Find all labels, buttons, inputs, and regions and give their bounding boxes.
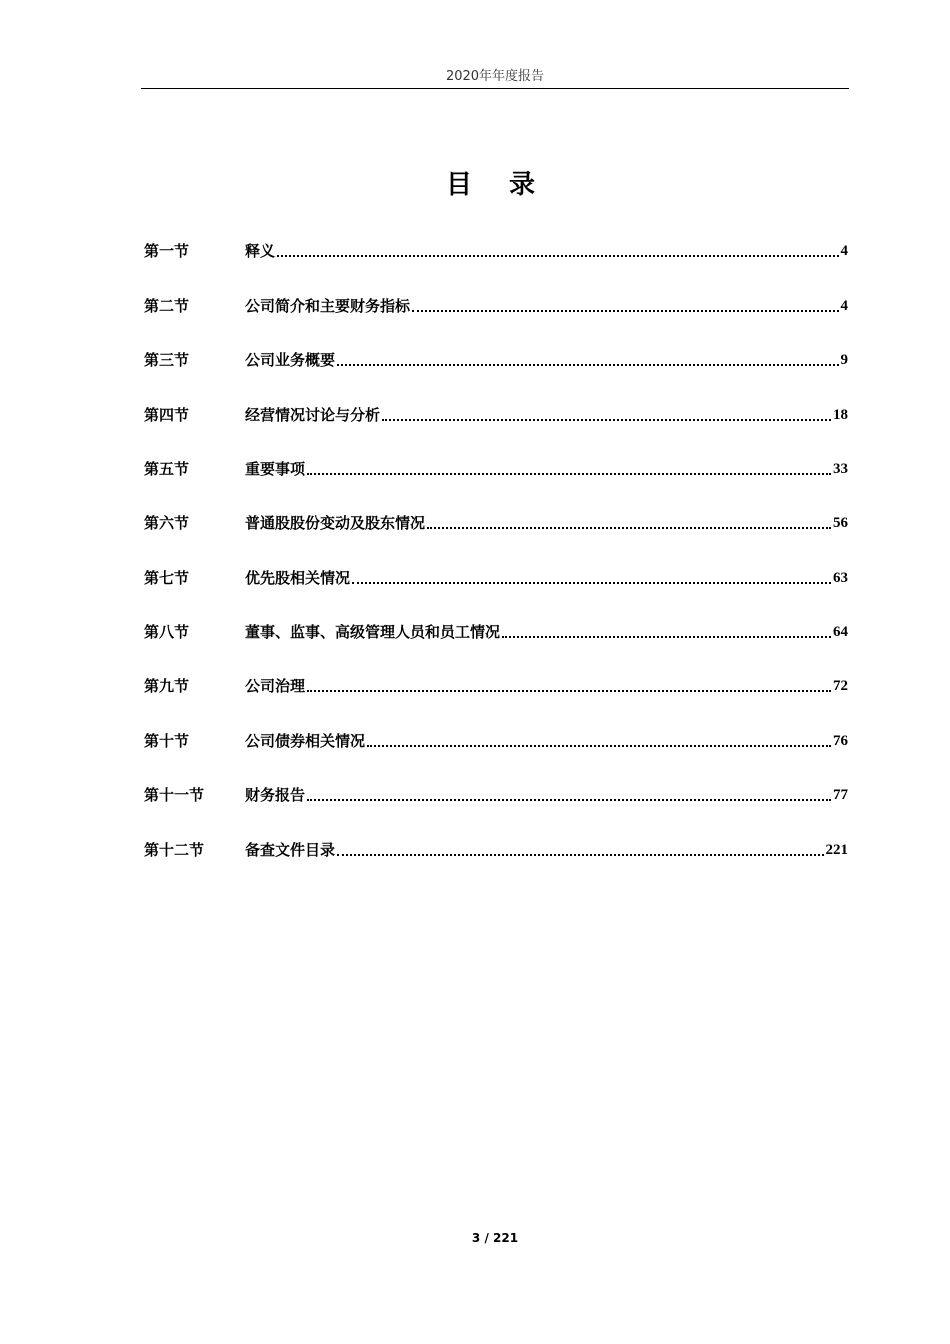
toc-entry[interactable] bbox=[144, 675, 848, 697]
toc-section-label: 董事、监事、高级管理人员和员工情况 bbox=[245, 623, 501, 641]
toc-page-number: 76 bbox=[833, 733, 848, 749]
toc-entry[interactable] bbox=[144, 349, 848, 371]
toc-section-number: 第二节 bbox=[144, 297, 190, 315]
toc-entry[interactable] bbox=[144, 295, 848, 317]
toc-section-number: 第六节 bbox=[144, 514, 190, 532]
page-footer bbox=[0, 1229, 950, 1247]
toc-page-number: 33 bbox=[833, 461, 848, 477]
toc-section-label: 重要事项 bbox=[245, 460, 306, 478]
toc-dot-leader bbox=[412, 309, 838, 312]
toc-entry[interactable] bbox=[144, 567, 848, 589]
toc-section-label: 释义 bbox=[245, 242, 276, 260]
toc-section-number: 第七节 bbox=[144, 569, 190, 587]
toc-section-number: 第十节 bbox=[144, 732, 190, 750]
toc-dot-leader bbox=[352, 581, 831, 584]
toc-dot-leader bbox=[337, 853, 823, 856]
toc-page-number: 221 bbox=[825, 842, 848, 858]
toc-dot-leader bbox=[307, 472, 831, 475]
toc-page-number: 63 bbox=[833, 570, 848, 586]
toc-page-number: 77 bbox=[833, 787, 848, 803]
toc-section-label: 公司简介和主要财务指标 bbox=[245, 297, 411, 315]
toc-page-number: 72 bbox=[833, 678, 848, 694]
toc-section-number: 第十一节 bbox=[144, 786, 205, 804]
toc-entry[interactable] bbox=[144, 621, 848, 643]
toc-entry[interactable] bbox=[144, 839, 848, 861]
toc-section-label: 公司债券相关情况 bbox=[245, 732, 366, 750]
toc-section-label: 公司业务概要 bbox=[245, 351, 336, 369]
toc-section-number: 第四节 bbox=[144, 406, 190, 424]
toc-section-number: 第五节 bbox=[144, 460, 190, 478]
toc-entry[interactable] bbox=[144, 458, 848, 480]
toc-section-number: 第三节 bbox=[144, 351, 190, 369]
toc-section-label: 普通股股份变动及股东情况 bbox=[245, 514, 426, 532]
toc-section-label: 优先股相关情况 bbox=[245, 569, 351, 587]
running-header bbox=[141, 66, 849, 89]
toc-dot-leader bbox=[367, 744, 831, 747]
toc-page-number: 18 bbox=[833, 407, 848, 423]
toc-dot-leader bbox=[382, 418, 831, 421]
toc-page-number: 64 bbox=[833, 624, 848, 640]
toc-entry[interactable] bbox=[144, 730, 848, 752]
toc-dot-leader bbox=[277, 254, 838, 257]
toc-page-number: 4 bbox=[840, 243, 848, 259]
toc-entry[interactable] bbox=[144, 240, 848, 262]
report-title: 2020年年度报告 bbox=[445, 69, 545, 84]
toc-section-number: 第十二节 bbox=[144, 841, 205, 859]
toc-section-label: 经营情况讨论与分析 bbox=[245, 406, 381, 424]
toc-page-number: 9 bbox=[840, 352, 848, 368]
toc-dot-leader bbox=[307, 798, 831, 801]
toc-page-number: 56 bbox=[833, 515, 848, 531]
toc-title: 目 录 bbox=[445, 170, 550, 200]
toc-entry[interactable] bbox=[144, 404, 848, 426]
toc-section-label: 公司治理 bbox=[245, 677, 306, 695]
toc-section-number: 第一节 bbox=[144, 242, 190, 260]
toc-dot-leader bbox=[337, 363, 838, 366]
toc-dot-leader bbox=[427, 526, 831, 529]
toc-dot-leader bbox=[307, 689, 831, 692]
toc-entry[interactable] bbox=[144, 784, 848, 806]
toc-dot-leader bbox=[502, 635, 831, 638]
toc-page-number: 4 bbox=[840, 298, 848, 314]
toc-section-number: 第九节 bbox=[144, 677, 190, 695]
toc-section-label: 财务报告 bbox=[245, 786, 306, 804]
page-indicator: 3 / 221 bbox=[471, 1231, 519, 1245]
toc-section-label: 备查文件目录 bbox=[245, 841, 336, 859]
toc-entry[interactable] bbox=[144, 512, 848, 534]
toc-section-number: 第八节 bbox=[144, 623, 190, 641]
